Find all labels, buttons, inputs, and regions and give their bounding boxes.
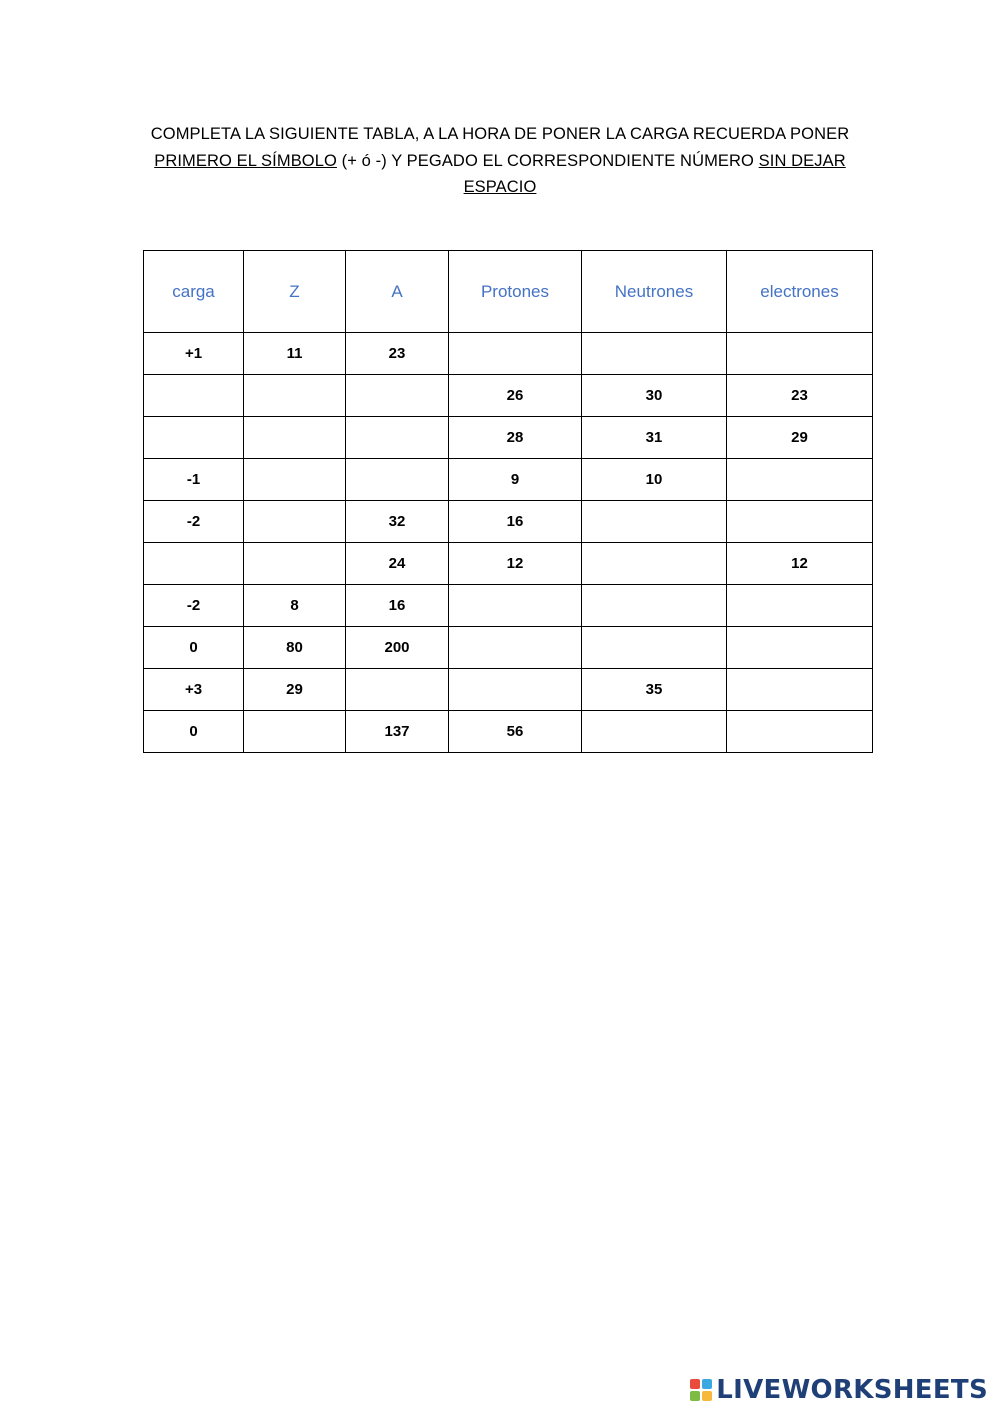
table-row [144, 501, 873, 543]
cell-neutrones: 35 [582, 669, 727, 711]
cell-a: 23 [346, 333, 449, 375]
instructions-part1: COMPLETA LA SIGUIENTE TABLA, A LA HORA DE PONER LA CARGA RECUERDA PONER [150, 125, 850, 143]
cell-z: 29 [244, 669, 346, 711]
cell-carga: +1 [144, 333, 244, 375]
cell-neutrones[interactable] [582, 627, 727, 669]
cell-neutrones[interactable] [582, 711, 727, 753]
cell-a: 16 [346, 585, 449, 627]
cell-neutrones: 30 [582, 375, 727, 417]
table-body [144, 333, 873, 753]
cell-carga[interactable] [144, 543, 244, 585]
table-row [144, 669, 873, 711]
table-row [144, 711, 873, 753]
cell-neutrones: 31 [582, 417, 727, 459]
cell-a[interactable] [346, 375, 449, 417]
instructions-text [150, 121, 850, 201]
cell-protones: 26 [449, 375, 582, 417]
cell-carga: -2 [144, 501, 244, 543]
cell-a[interactable] [346, 669, 449, 711]
cell-protones[interactable] [449, 585, 582, 627]
cell-z: 8 [244, 585, 346, 627]
header-neutrones: Neutrones [582, 251, 727, 333]
header-electrones: electrones [727, 251, 873, 333]
liveworksheets-logo-text: LIVEWORKSHEETS [716, 1375, 988, 1405]
cell-electrones[interactable] [727, 585, 873, 627]
cell-a[interactable] [346, 417, 449, 459]
cell-protones: 16 [449, 501, 582, 543]
header-carga: carga [144, 251, 244, 333]
instructions-underlined-symbol: PRIMERO EL SÍMBOLO [154, 151, 337, 170]
cell-z[interactable] [244, 501, 346, 543]
table-row [144, 585, 873, 627]
cell-electrones[interactable] [727, 711, 873, 753]
table-row [144, 375, 873, 417]
header-protones: Protones [449, 251, 582, 333]
cell-carga[interactable] [144, 375, 244, 417]
cell-neutrones[interactable] [582, 585, 727, 627]
cell-a[interactable] [346, 459, 449, 501]
cell-protones: 12 [449, 543, 582, 585]
cell-a: 200 [346, 627, 449, 669]
cell-neutrones[interactable] [582, 543, 727, 585]
cell-z[interactable] [244, 417, 346, 459]
cell-carga: +3 [144, 669, 244, 711]
table-header-row [144, 251, 873, 333]
cell-carga: -2 [144, 585, 244, 627]
cell-neutrones[interactable] [582, 333, 727, 375]
cell-electrones[interactable] [727, 501, 873, 543]
table-row [144, 417, 873, 459]
cell-neutrones: 10 [582, 459, 727, 501]
header-a: A [346, 251, 449, 333]
cell-protones[interactable] [449, 669, 582, 711]
cell-a: 24 [346, 543, 449, 585]
cell-z[interactable] [244, 459, 346, 501]
cell-electrones[interactable] [727, 333, 873, 375]
instructions-underlined-no-space: SIN DEJAR ESPACIO [463, 151, 846, 196]
table-row [144, 459, 873, 501]
table-row [144, 627, 873, 669]
cell-a: 32 [346, 501, 449, 543]
cell-protones: 9 [449, 459, 582, 501]
cell-carga: 0 [144, 711, 244, 753]
cell-electrones[interactable] [727, 627, 873, 669]
header-z: Z [244, 251, 346, 333]
cell-protones[interactable] [449, 333, 582, 375]
cell-z: 11 [244, 333, 346, 375]
cell-protones[interactable] [449, 627, 582, 669]
cell-z[interactable] [244, 543, 346, 585]
cell-z[interactable] [244, 375, 346, 417]
instructions-part3: (+ ó -) Y PEGADO EL CORRESPONDIENTE NÚMERO [336, 151, 759, 170]
cell-carga[interactable] [144, 417, 244, 459]
cell-electrones[interactable] [727, 459, 873, 501]
cell-carga: -1 [144, 459, 244, 501]
cell-protones: 28 [449, 417, 582, 459]
liveworksheets-brand [690, 1375, 988, 1405]
cell-electrones[interactable] [727, 669, 873, 711]
cell-carga: 0 [144, 627, 244, 669]
cell-electrones: 23 [727, 375, 873, 417]
cell-z[interactable] [244, 711, 346, 753]
cell-protones: 56 [449, 711, 582, 753]
cell-a: 137 [346, 711, 449, 753]
table-row [144, 333, 873, 375]
cell-electrones: 12 [727, 543, 873, 585]
table-row [144, 543, 873, 585]
cell-z: 80 [244, 627, 346, 669]
cell-electrones: 29 [727, 417, 873, 459]
cell-neutrones[interactable] [582, 501, 727, 543]
liveworksheets-logo-icon [690, 1379, 712, 1401]
atom-data-table [143, 250, 873, 753]
